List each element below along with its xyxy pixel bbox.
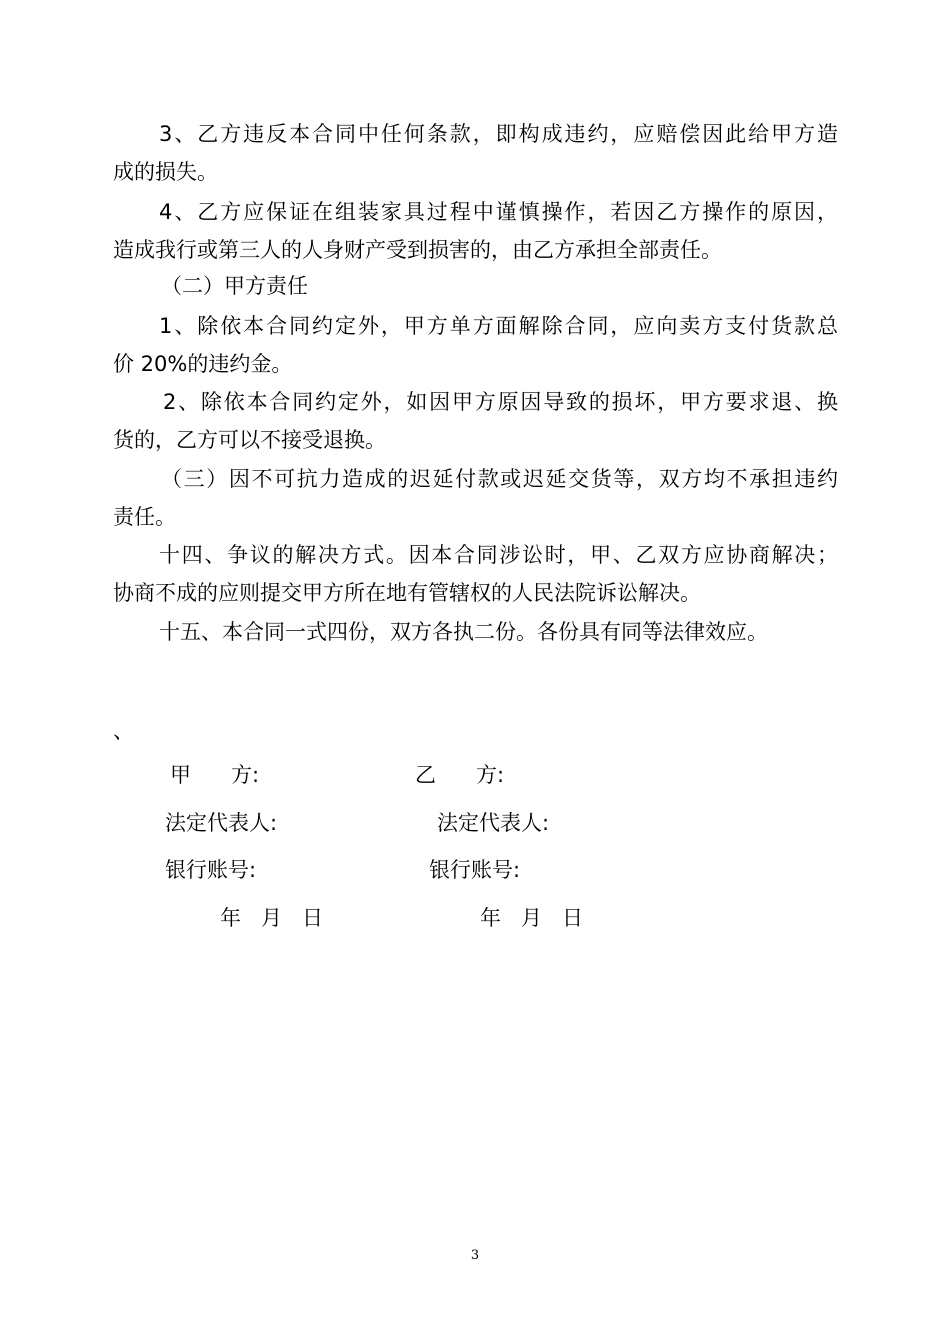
page-number: 3 xyxy=(470,1248,480,1263)
stray-punctuation: 、 xyxy=(113,719,134,743)
party-a-date-label: 年 月 日 xyxy=(220,906,324,930)
paragraph-line: （二）甲方责任 xyxy=(161,274,308,298)
paragraph-line: 1、除依本合同约定外，甲方单方面解除合同，应向卖方支付货款总 xyxy=(159,314,838,338)
party-b-label: 乙 方: xyxy=(415,763,505,787)
paragraph-line: 造成我行或第三人的人身财产受到损害的，由乙方承担全部责任。 xyxy=(113,238,722,262)
party-a-label: 甲 方: xyxy=(170,763,260,787)
clause-paragraph xyxy=(113,115,838,191)
party-a-representative-label: 法定代表人: xyxy=(165,811,278,835)
paragraph-line: 3、乙方违反本合同中任何条款，即构成违约，应赔偿因此给甲方造 xyxy=(159,122,838,146)
clause-paragraph xyxy=(113,307,838,383)
party-b-representative-label: 法定代表人: xyxy=(437,811,550,835)
clause-paragraph xyxy=(113,383,838,459)
clause-paragraph xyxy=(113,613,838,651)
clause-paragraph xyxy=(113,536,838,612)
paragraph-line: 4、乙方应保证在组装家具过程中谨慎操作，若因乙方操作的原因， xyxy=(159,200,838,224)
paragraph-line: 价 20%的违约金。 xyxy=(113,352,293,376)
party-a-bank-account-label: 银行账号: xyxy=(165,858,257,882)
paragraph-line: （三）因不可抗力造成的迟延付款或迟延交货等，双方均不承担违约 xyxy=(161,467,838,491)
section-heading xyxy=(113,267,838,305)
paragraph-line: 协商不成的应则提交甲方所在地有管辖权的人民法院诉讼解决。 xyxy=(113,581,701,605)
party-b-date-label: 年 月 日 xyxy=(480,906,584,930)
paragraph-line: 成的损失。 xyxy=(113,160,218,184)
paragraph-line: 十四、争议的解决方式。因本合同涉讼时，甲、乙双方应协商解决； xyxy=(159,543,838,567)
paragraph-line: 2、除依本合同约定外，如因甲方原因导致的损坏，甲方要求退、换 xyxy=(163,390,838,414)
paragraph-line: 十五、本合同一式四份，双方各执二份。各份具有同等法律效应。 xyxy=(159,620,768,644)
clause-paragraph xyxy=(113,193,838,269)
paragraph-line: 货的，乙方可以不接受退换。 xyxy=(113,428,386,452)
clause-paragraph xyxy=(113,460,838,536)
paragraph-line: 责任。 xyxy=(113,505,176,529)
party-b-bank-account-label: 银行账号: xyxy=(429,858,521,882)
